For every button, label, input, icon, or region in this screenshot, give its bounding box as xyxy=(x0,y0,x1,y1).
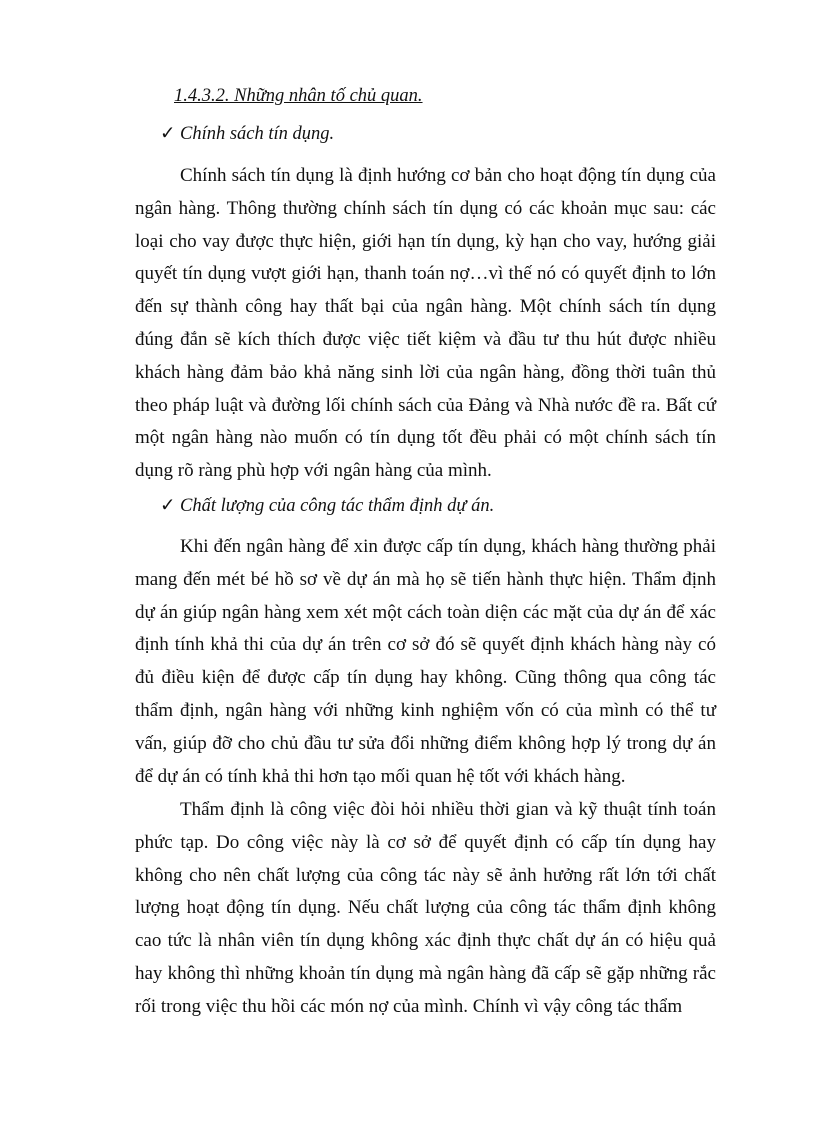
checkmark-icon: ✓ xyxy=(160,124,176,144)
checkmark-icon: ✓ xyxy=(160,496,176,516)
paragraph-credit-policy: Chính sách tín dụng là định hướng cơ bản cho hoạt động tín dụng của ngân hàng. Thông thường chính sách tín dụng có các khoản mục sau: các loại cho vay được thực hiện, giới hạn tín dụng, kỳ hạn cho vay, hướng giải quyết tín dụng vượt giới hạn, thanh toán nợ…vì thế nó có quyết định to lớn đến sự thành công hay thất bại của ngân hàng. Một chính sách tín dụng đúng đắn sẽ kích thích được việc tiết kiệm và đầu tư thu hút được nhiều khách hàng đảm bảo khả năng sinh lời của ngân hàng, đồng thời tuân thủ theo pháp luật và đường lối chính sách của Đảng và Nhà nước đề ra. Bất cứ một ngân hàng nào muốn có tín dụng tốt đều phải có một chính sách tín dụng rõ ràng phù hợp với ngân hàng của mình. xyxy=(135,165,716,482)
bullet-appraisal-quality xyxy=(160,495,494,517)
bullet-text: Chất lượng của công tác thẩm định dự án. xyxy=(180,496,495,516)
section-heading: 1.4.3.2. Những nhân tố chủ quan. xyxy=(174,86,423,106)
bullet-credit-policy xyxy=(160,123,334,145)
paragraph-appraisal-importance: Thẩm định là công việc đòi hỏi nhiều thời gian và kỹ thuật tính toán phức tạp. Do công việc này là cơ sở để quyết định có cấp tín dụng hay không cho nên chất lượng của công tác này sẽ ảnh hưởng rất lớn tới chất lượng hoạt động tín dụng. Nếu chất lượng của công tác thẩm định không cao tức là nhân viên tín dụng không xác định thực chất dự án có hiệu quả hay không thì những khoản tín dụng mà ngân hàng đã cấp sẽ gặp những rắc rối trong việc thu hồi các món nợ của mình. Chính vì vậy công tác thẩm xyxy=(135,799,716,1017)
bullet-text: Chính sách tín dụng. xyxy=(180,124,335,144)
paragraph-appraisal: Khi đến ngân hàng để xin được cấp tín dụng, khách hàng thường phải mang đến mét bé hồ sơ về dự án mà họ sẽ tiến hành thực hiện. Thẩm định dự án giúp ngân hàng xem xét một cách toàn diện các mặt của dự án để xác định tính khả thi của dự án trên cơ sở đó sẽ quyết định khách hàng này có đủ điều kiện để được cấp tín dụng hay không. Cũng thông qua công tác thẩm định, ngân hàng với những kinh nghiệm vốn có của mình có thể tư vấn, giúp đỡ cho chủ đầu tư sửa đổi những điểm không hợp lý trong dự án để dự án có tính khả thi hơn tạo mối quan hệ tốt với khách hàng. xyxy=(135,536,716,787)
